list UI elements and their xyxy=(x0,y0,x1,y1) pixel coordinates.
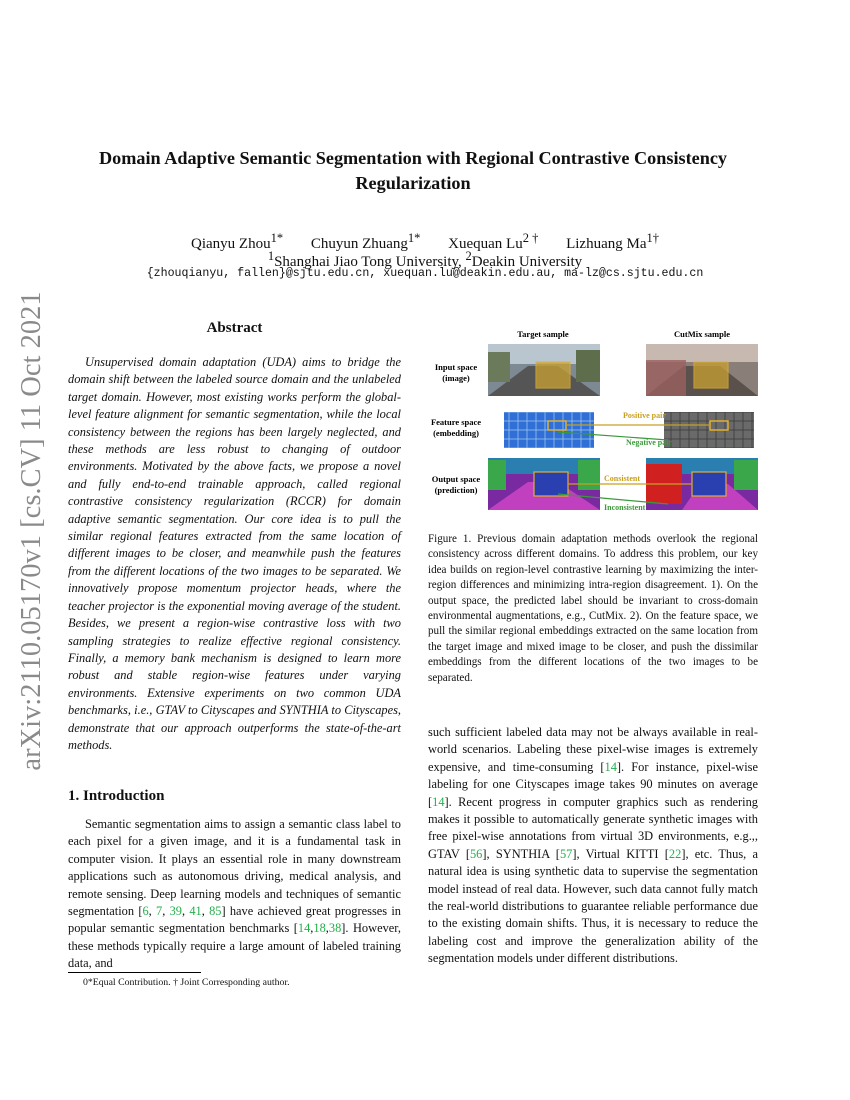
paper-title: Domain Adaptive Semantic Segmentation with Regional Contrastive Consistency Regularization xyxy=(99,148,727,193)
citation-link[interactable]: 18 xyxy=(313,921,326,936)
citation-link[interactable]: 7 xyxy=(156,904,163,919)
author: Xuequan $Lu^{2 \dagger}$ xyxy=(448,231,539,252)
citation-link[interactable]: 22 xyxy=(668,846,682,861)
figure-1 xyxy=(428,322,758,522)
consistent-label: Consistent xyxy=(604,474,641,483)
abstract-heading: Abstract xyxy=(206,320,263,336)
author: Qianyu Zhou$^{1*}$ xyxy=(191,231,284,252)
citation-link[interactable]: 39 xyxy=(169,904,182,919)
figure-row-label: (prediction) xyxy=(434,485,478,495)
inconsistent-label: Inconsistent xyxy=(604,503,646,512)
negative-pair-label: Negative pair xyxy=(626,438,672,447)
arxiv-identifier: arXiv:2110.05170v1 [cs.CV] 11 Oct 2021 xyxy=(16,291,47,771)
introduction-continued: such sufficient labeled data may not be always available in real-world scenarios. Labeling these pixel-wise images is extremely expensive, and time-consuming [14]. For instance, pixel-wise labeling for one Cityscapes image takes 90 minutes on average [14]. Recent progress in computer graphics such as rendering makes it possible to automatically generate synthetic images with free pixel-wise annotations from virtual 3D environments, e.g.,, GTAV [56], SYNTHIA [57], Virtual KITTI [22], etc. Thus, a natural idea is using synthetic data to supervise the segmentation model instead of real data. However, such data cannot fully match the real-world distributions to guarantee reliable performance due to the existing domain shifts. Thus, it is necessary to reduce the labeling cost and improve the generalization ability of the segmentation models under different distributions. xyxy=(428,725,758,966)
figure-row-label: Feature space xyxy=(430,417,482,427)
cutmix-feature-grid xyxy=(664,412,754,448)
citation-link[interactable]: 56 xyxy=(469,846,483,861)
author: Chuyun Zhuang$^{1*}$ xyxy=(310,231,421,252)
citation-link[interactable]: 14 xyxy=(604,759,617,774)
introduction-paragraph: Semantic segmentation aims to assign a semantic class label to each pixel for a given image, and it is a fundamental task in computer vision. It plays an essential role in many downstream applications such as autonomous driving, medical analysis, and remote sensing. Deep learning models and techniques of semantic segmentation [6, 7, 39, 41, 85] have achieved great progresses in popular semantic segmentation benchmarks [14,18,38]. However, these methods typically require a large amount of labeled training data, and xyxy=(68,817,402,971)
section-heading-introduction: 1. Introduction xyxy=(68,788,165,804)
citation-link[interactable]: 85 xyxy=(209,904,222,919)
cutmix-image xyxy=(646,344,758,396)
figure-row-label: Output space xyxy=(431,474,481,484)
figure-caption: Figure 1. Previous domain adaptation methods overlook the regional consistency across different domains. To address this problem, our key idea builds on region-level contrastive learning by maximizing the inter-region differences and minimizing intra-region disagreement. 1). On the output space, the predicted label should be invariant to cross-domain environmental augmentations, e.g., CutMix. 2). On the feature space, we pull the similar regional embeddings extracted on the same location from the target image and mixed image to be closer, and push the dissimilar embeddings from the different locations of the two images to be separated. xyxy=(428,533,758,684)
footnote-rule xyxy=(68,972,201,973)
abstract-text: Unsupervised domain adaptation (UDA) aims to bridge the domain shift between the labeled source domain and the unlabeled target domain. However, most existing works perform the global-level feature alignment for semantic segmentation, while the local consistency between the regions has been largely neglected, and these methods are less robust to changing of outdoor environments. Motivated by the above facts, we propose a novel and fully end-to-end trainable approach, called regional contrastive consistency regularization (RCCR) for domain adaptive semantic segmentation. Our core idea is to pull the similar regional features extracted from the same location of different images to be closer, and meanwhile push the features from the different locations of the two images to be separated. We innovatively propose momentum projector heads, where the teacher projector is the exponential moving average of the student. Besides, we present a region-wise contrastive loss with two sampling strategies to realize effective regional consistency. Finally, a memory bank mechanism is designed to learn more robust and stable region-wise features under varying environments. Extensive experiments on two common UDA benchmarks, i.e., GTAV to Cityscapes and SYNTHIA to Cityscapes, demonstrate that our approach outperforms the state-of-the-art methods. xyxy=(68,355,401,752)
author-emails: {zhouqianyu, fallen}@sjtu.edu.cn, xuequan.lu@deakin.edu.au, ma-lz@cs.sjtu.edu.cn xyxy=(146,267,704,280)
positive-pair-label: Positive pair xyxy=(623,411,666,420)
citation-link[interactable]: 14 xyxy=(297,921,311,936)
figure-row-label: (image) xyxy=(442,373,470,383)
citation-link[interactable]: 38 xyxy=(328,921,342,936)
figure-column-label: CutMix sample xyxy=(674,329,730,339)
target-image xyxy=(488,344,600,396)
affiliations: $^1$Shanghai Jiao Tong University, $^2$Deakin University xyxy=(267,249,583,270)
citation-link[interactable]: 57 xyxy=(559,846,573,861)
arxiv-sidebar xyxy=(12,291,52,771)
footnote: 0*Equal Contribution. † Joint Corresponding author. xyxy=(83,977,290,988)
citation-link[interactable]: 41 xyxy=(189,904,202,919)
figure-row-label: (embedding) xyxy=(433,428,479,438)
figure-column-label: Target sample xyxy=(517,329,569,339)
author: Lizhuang $Ma^{1\dagger}$ xyxy=(566,231,659,252)
citation-link[interactable]: 14 xyxy=(432,794,445,809)
citation-link[interactable]: 6 xyxy=(142,904,149,919)
figure-row-label: Input space xyxy=(434,362,478,372)
